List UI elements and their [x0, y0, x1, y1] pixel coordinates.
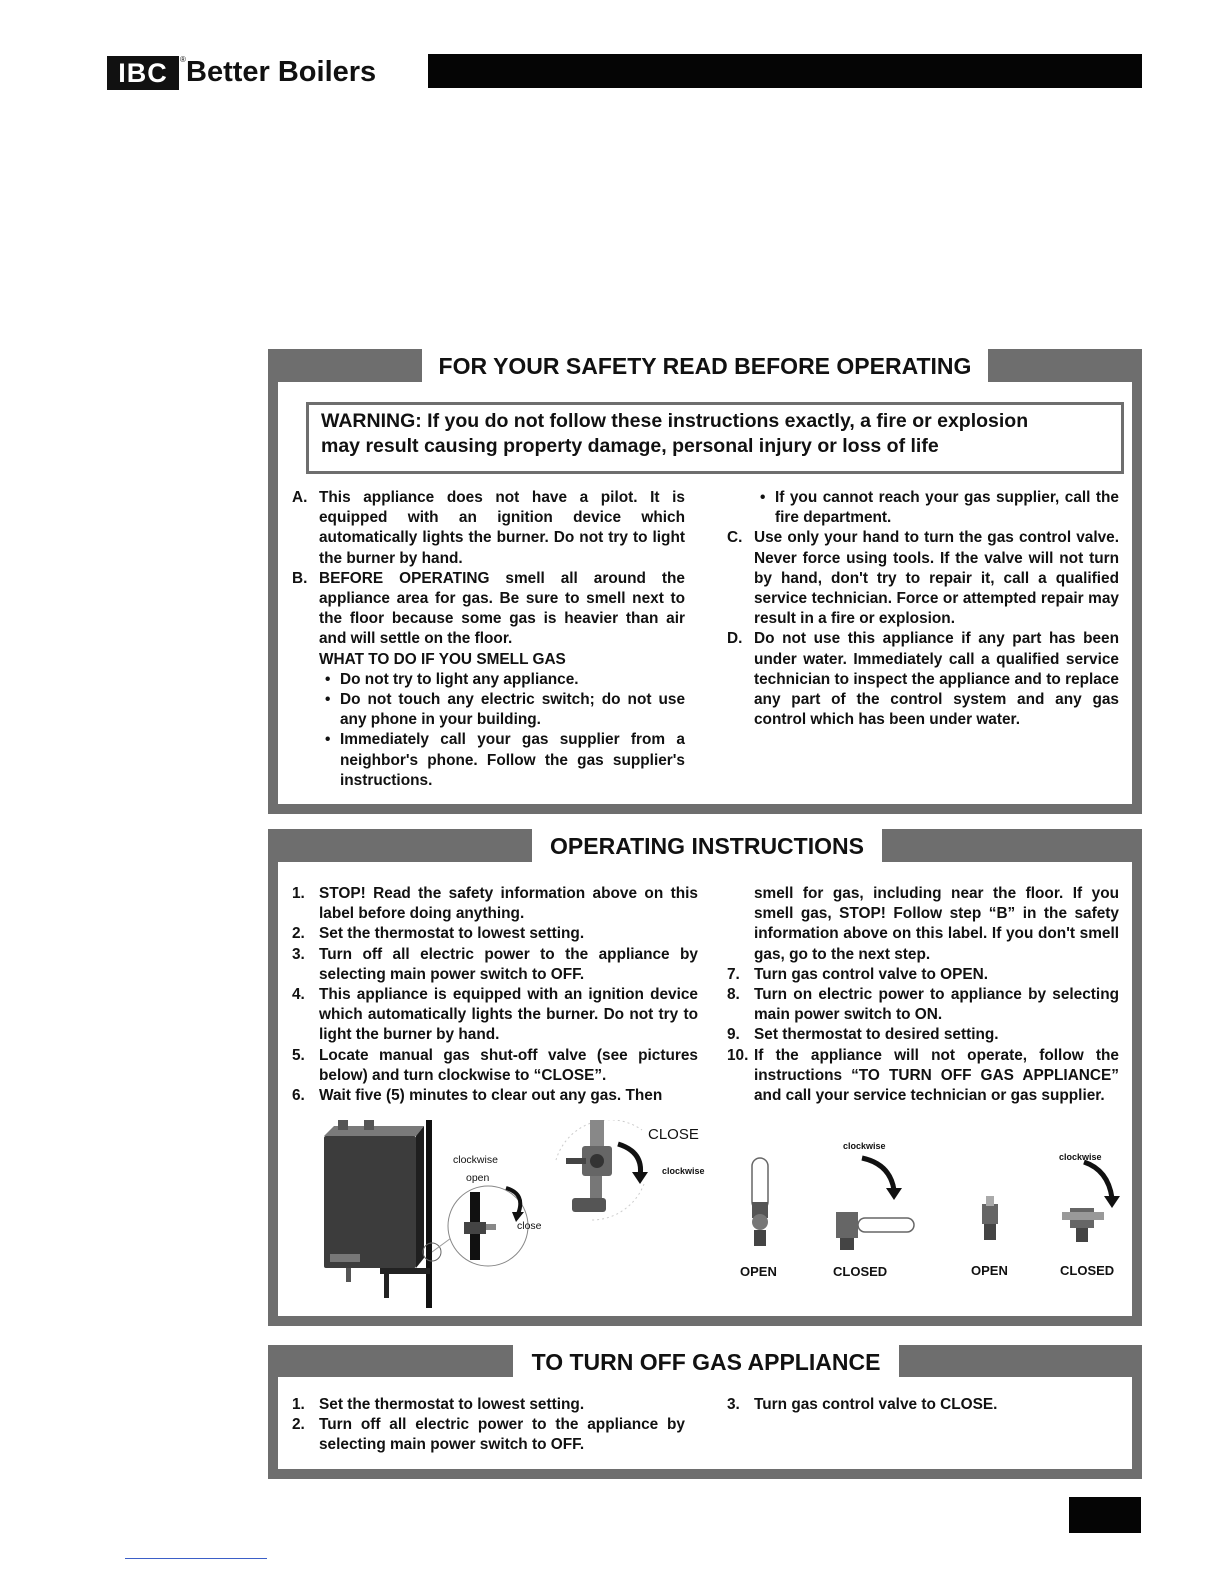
step-number: 7. [727, 965, 740, 983]
close-arrow [1084, 1162, 1112, 1198]
bullet-text: Do not touch any electric switch; do not use any phone in your building. [340, 691, 685, 729]
step-number: 9. [727, 1026, 740, 1044]
open-valve-pipe [984, 1224, 996, 1240]
valve-stem [590, 1154, 604, 1168]
close-arrow [618, 1144, 641, 1176]
step-number: 6. [292, 1087, 305, 1105]
closed-label-1: CLOSED [833, 1264, 888, 1279]
operating-step [727, 1025, 1119, 1045]
step-number: 3. [727, 1396, 740, 1413]
step-text: Turn gas control valve to CLOSE. [754, 1396, 998, 1413]
valve-handle [566, 1158, 586, 1164]
zoom-valve [464, 1222, 486, 1234]
smell-gas-bullet [319, 670, 685, 690]
step-number: 10. [727, 1046, 749, 1064]
step-text: Turn off all electric power to the appliance by selecting main power switch to OFF. [319, 945, 698, 983]
closed-handle [1062, 1212, 1104, 1220]
step-number: 1. [292, 885, 305, 902]
closed-label-2: CLOSED [1060, 1263, 1115, 1278]
step-text: Turn off all electric power to the appliance by selecting main power switch to OFF. [319, 1416, 685, 1454]
turn-off-step [727, 1395, 1119, 1415]
closed-lever [858, 1218, 914, 1232]
operating-step [292, 985, 698, 1046]
valve-clockwise-label: clockwise [662, 1166, 705, 1176]
step-number: 3. [292, 945, 305, 963]
step-6-continued: smell for gas, including near the floor. If you smell gas, STOP! Follow step “B” in the safety information above on this label. If you don't smell gas, go to the next step. [754, 885, 1119, 963]
safety-item-b [292, 569, 685, 650]
boiler-clockwise-label: clockwise [453, 1154, 498, 1166]
boiler-display [330, 1254, 360, 1262]
smell-gas-bullet [754, 488, 1119, 528]
turn-off-step [292, 1415, 685, 1455]
operating-title: OPERATING INSTRUCTIONS [532, 829, 882, 862]
warning-line-2: may result causing property damage, personal injury or loss of life [321, 435, 939, 457]
safety-item-d [727, 629, 1119, 730]
warning-line-1: WARNING: If you do not follow these instructions exactly, a fire or explosion [321, 410, 1029, 432]
step-number: 2. [292, 1416, 305, 1434]
item-text: BEFORE OPERATING smell all around the appliance area for gas. Be sure to smell next to the floor because some gas is heavier than air and will settle on the floor. [319, 569, 685, 648]
warning-box [306, 402, 1124, 474]
lever2-clockwise-label: clockwise [1059, 1152, 1102, 1162]
smell-gas-heading: WHAT TO DO IF YOU SMELL GAS [319, 650, 566, 668]
brand-name: Better Boilers [186, 56, 377, 88]
operating-step [292, 924, 698, 944]
item-text: Do not use this appliance if any part has been under water. Immediately call a qualified service technician to inspect the appliance and to replace any part of the control system and any gas control which has been under water. [754, 630, 1119, 729]
boiler-open-label: open [466, 1172, 490, 1184]
operating-step [727, 1046, 1119, 1107]
close-arrow [862, 1158, 894, 1190]
ibc-logo: IBC [107, 56, 179, 90]
closed-valve-pipe [1076, 1228, 1088, 1242]
open-valve-body [982, 1204, 998, 1224]
item-text: This appliance does not have a pilot. It is equipped with an ignition device which automatically lights the burner. Do not try to light the burner by hand. [319, 489, 685, 567]
step-number: 2. [292, 925, 305, 943]
operating-step [292, 1086, 698, 1106]
operating-step [727, 965, 1119, 985]
step-text: Set the thermostat to lowest setting. [319, 1396, 585, 1413]
boiler-valve-figure [310, 1118, 542, 1310]
smell-gas-bullet [319, 690, 685, 730]
operating-step [292, 945, 698, 985]
safety-item-c [727, 528, 1119, 629]
bullet-dot: • [325, 691, 331, 709]
boiler-vent [338, 1120, 348, 1130]
bullet-text: If you cannot reach your gas supplier, call the fire department. [775, 489, 1119, 527]
turn-off-title: TO TURN OFF GAS APPLIANCE [513, 1345, 899, 1377]
item-marker: D. [727, 630, 743, 648]
operating-step [727, 985, 1119, 1025]
turn-off-column-left [292, 1395, 685, 1456]
header-bar [428, 54, 1142, 88]
footer-line [125, 1558, 267, 1559]
close-arrow-head [886, 1188, 902, 1200]
step-text: Wait five (5) minutes to clear out any gas. Then [319, 1087, 663, 1105]
open-label-1: OPEN [740, 1264, 777, 1279]
boiler-front [324, 1136, 416, 1268]
step-number: 4. [292, 986, 305, 1004]
registered-mark: ® [180, 55, 186, 64]
safety-item-a [292, 488, 685, 569]
closed-valve-body [836, 1212, 858, 1238]
bullet-text: Immediately call your gas supplier from a neighbor's phone. Follow the gas supplier's instructions. [340, 731, 685, 789]
item-text: Use only your hand to turn the gas control valve. Never force using tools. If the valve will not turn by hand, don't try to repair it, call a qualified service technician. Force or attempted repair may result in a fire or explosion. [754, 529, 1119, 628]
bullet-dot: • [325, 670, 331, 688]
open-label-2: OPEN [971, 1263, 1008, 1278]
boiler-side [416, 1126, 424, 1268]
close-arrow-head [1104, 1196, 1120, 1208]
turn-off-column-right [727, 1395, 1119, 1415]
step-number: 8. [727, 986, 740, 1004]
operating-step [292, 1046, 698, 1086]
bullet-text: Do not try to light any appliance. [340, 670, 579, 688]
operating-column-left [292, 884, 698, 1106]
step-text: Turn gas control valve to OPEN. [754, 965, 989, 983]
wall-pipe [426, 1120, 432, 1308]
safety-column-right [727, 488, 1119, 730]
bullet-dot: • [325, 731, 331, 749]
step-text: Locate manual gas shut-off valve (see pictures below) and turn clockwise to “CLOSE”. [319, 1046, 698, 1084]
zoom-lever [486, 1224, 496, 1230]
boiler-vent [364, 1120, 374, 1130]
item-marker: A. [292, 489, 308, 506]
operating-column-right [727, 884, 1119, 1106]
page-number-box [1069, 1497, 1141, 1533]
operating-step [292, 884, 698, 924]
step-text: Turn on electric power to appliance by selecting main power switch to ON. [754, 986, 1119, 1024]
closed-valve-pipe [840, 1238, 854, 1250]
step-text: If the appliance will not operate, follow the instructions “TO TURN OFF GAS APPLIANCE” and call your service technician or gas supplier. [754, 1046, 1119, 1105]
step-text: STOP! Read the safety information above on this label before doing anything. [319, 885, 698, 923]
bullet-dot: • [760, 489, 766, 506]
boiler-fitting [346, 1268, 351, 1282]
valve-pipe-top [590, 1120, 604, 1146]
item-marker: C. [727, 529, 743, 547]
step-text: Set thermostat to desired setting. [754, 1026, 999, 1044]
step-number: 5. [292, 1046, 305, 1064]
lever1-clockwise-label: clockwise [843, 1141, 886, 1151]
item-marker: B. [292, 569, 308, 587]
step-text: Set the thermostat to lowest setting. [319, 925, 585, 943]
safety-column-left [292, 488, 685, 791]
drop-pipe [384, 1268, 389, 1298]
step-number: 1. [292, 1396, 305, 1413]
turn-off-step [292, 1395, 685, 1415]
open-valve-nut [752, 1214, 768, 1230]
valve-elbow [572, 1198, 606, 1212]
smell-gas-bullet [319, 730, 685, 791]
boiler-close-label: close [517, 1220, 542, 1232]
open-handle [986, 1196, 994, 1206]
close-arrow-head [632, 1172, 648, 1184]
step-text: This appliance is equipped with an ignition device which automatically lights the burner. Do not try to light the burner by hand. [319, 986, 698, 1044]
safety-title: FOR YOUR SAFETY READ BEFORE OPERATING [422, 349, 988, 382]
open-valve-pipe [754, 1230, 766, 1246]
valve-close-label: CLOSE [648, 1126, 699, 1143]
